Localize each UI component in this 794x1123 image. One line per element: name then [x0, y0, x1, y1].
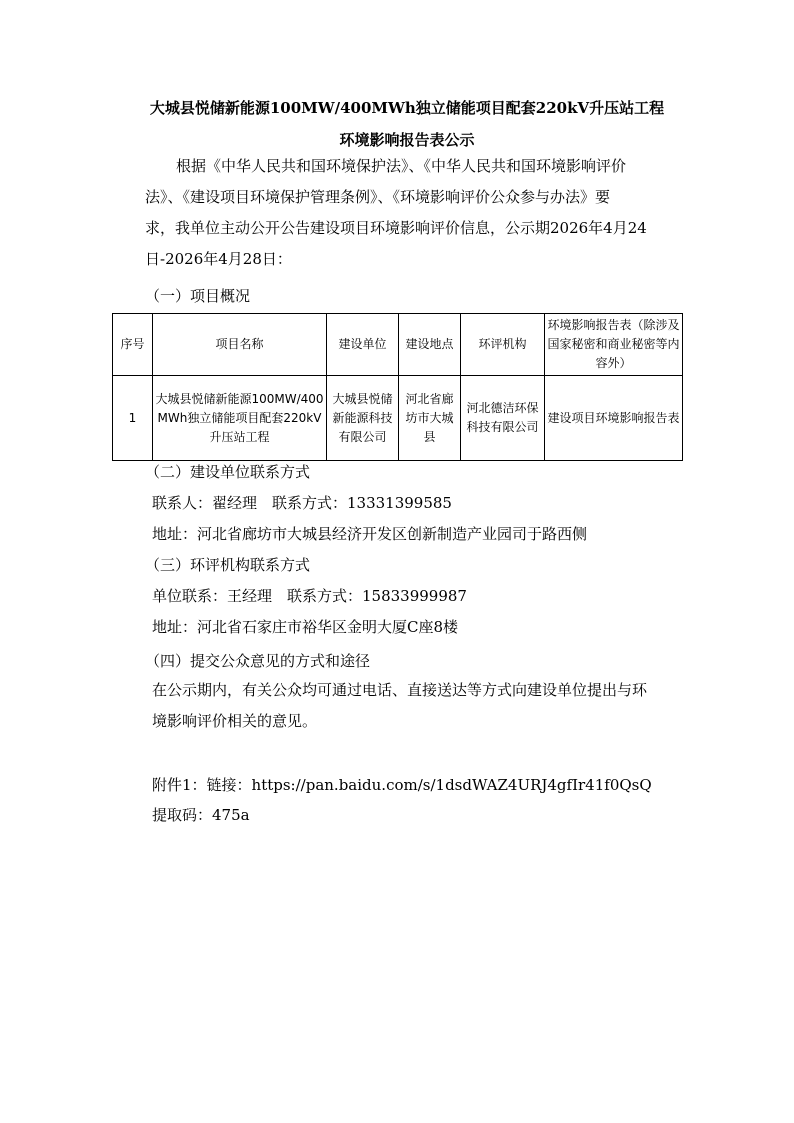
- section-heading-overview: （一）项目概况: [145, 287, 251, 305]
- attachment-link[interactable]: 附件1：链接：https://pan.baidu.com/s/1dsdWAZ4URJ4gfIr41f0QsQ: [152, 776, 652, 794]
- header-cell-name: 项目名称: [153, 314, 327, 376]
- cell-no: 1: [113, 376, 153, 461]
- opinion-line-2: 境影响评价相关的意见。: [152, 712, 318, 730]
- document-subtitle: 环境影响报告表公示: [339, 131, 475, 149]
- agency-contact: 单位联系：王经理 联系方式：15833999987: [152, 587, 467, 605]
- section-heading-agency-contact: （三）环评机构联系方式: [145, 556, 311, 574]
- section-heading-opinion: （四）提交公众意见的方式和途径: [145, 652, 371, 670]
- intro-line-2: 法》、《建设项目环境保护管理条例》、《环境影响评价公众参与办法》要: [145, 188, 611, 206]
- header-cell-no: 序号: [113, 314, 153, 376]
- cell-report: 建设项目环境影响报告表: [545, 376, 683, 461]
- cell-agency: 河北德洁环保科技有限公司: [461, 376, 545, 461]
- cell-name: 大城县悦储新能源100MW/400MWh独立储能项目配套220kV升压站工程: [153, 376, 327, 461]
- intro-line-4: 日-2026年4月28日：: [145, 250, 292, 268]
- extract-code: 提取码：475a: [152, 806, 250, 824]
- header-cell-location: 建设地点: [399, 314, 461, 376]
- table-row: [113, 376, 683, 461]
- header-cell-builder: 建设单位: [327, 314, 399, 376]
- builder-contact: 联系人：翟经理 联系方式：13331399585: [152, 494, 452, 512]
- project-table: [112, 313, 683, 461]
- agency-address: 地址：河北省石家庄市裕华区金明大厦C座8楼: [152, 618, 459, 636]
- header-cell-agency: 环评机构: [461, 314, 545, 376]
- table-header-row: [113, 314, 683, 376]
- intro-line-1: 根据《中华人民共和国环境保护法》、《中华人民共和国环境影响评价: [176, 157, 627, 175]
- intro-line-3: 求，我单位主动公开公告建设项目环境影响评价信息，公示期2026年4月24: [145, 219, 647, 237]
- cell-builder: 大城县悦储新能源科技有限公司: [327, 376, 399, 461]
- section-heading-builder-contact: （二）建设单位联系方式: [145, 463, 311, 481]
- header-cell-report: 环境影响报告表（除涉及国家秘密和商业秘密等内容外）: [545, 314, 683, 376]
- builder-address: 地址：河北省廊坊市大城县经济开发区创新制造产业园司于路西侧: [152, 525, 588, 543]
- document-title: 大城县悦储新能源100MW/400MWh独立储能项目配套220kV升压站工程: [149, 99, 665, 117]
- opinion-line-1: 在公示期内，有关公众均可通过电话、直接送达等方式向建设单位提出与环: [152, 681, 648, 699]
- cell-location: 河北省廊坊市大城县: [399, 376, 461, 461]
